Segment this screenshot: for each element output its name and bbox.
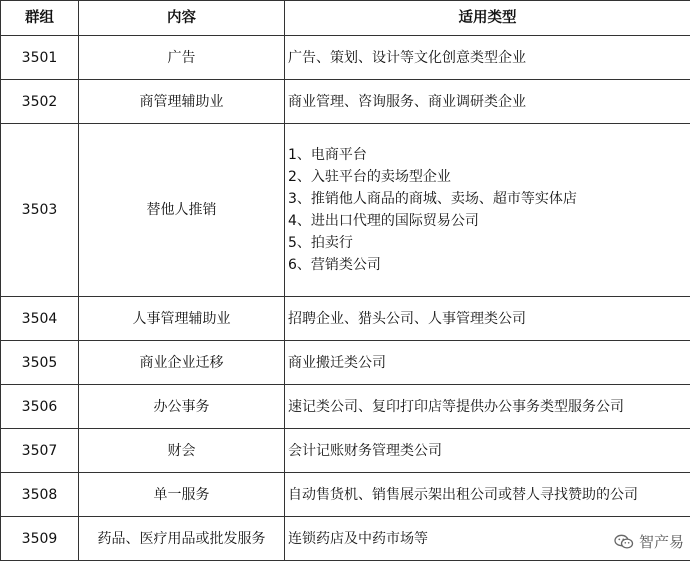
types-cell: 速记类公司、复印打印店等提供办公事务类型服务公司 bbox=[285, 385, 690, 429]
header-types: 适用类型 bbox=[285, 1, 690, 36]
types-cell: 连锁药店及中药市场等 bbox=[285, 517, 690, 561]
group-cell: 3507 bbox=[1, 429, 79, 473]
group-cell: 3508 bbox=[1, 473, 79, 517]
group-cell: 3502 bbox=[1, 80, 79, 124]
types-cell: 商业搬迁类公司 bbox=[285, 341, 690, 385]
types-list-item: 5、拍卖行 bbox=[288, 235, 353, 251]
wechat-logo-icon bbox=[614, 534, 634, 550]
content-cell: 商管理辅助业 bbox=[79, 80, 285, 124]
header-row bbox=[1, 1, 690, 36]
types-list-item: 1、电商平台 bbox=[288, 147, 367, 163]
types-cell: 商业管理、咨询服务、商业调研类企业 bbox=[285, 80, 690, 124]
group-cell: 3504 bbox=[1, 297, 79, 341]
group-cell: 3503 bbox=[1, 124, 79, 297]
types-list-item: 4、进出口代理的国际贸易公司 bbox=[288, 213, 479, 229]
watermark-text: 智产易 bbox=[638, 533, 684, 551]
content-cell: 办公事务 bbox=[79, 385, 285, 429]
content-cell: 药品、医疗用品或批发服务 bbox=[79, 517, 285, 561]
content-cell: 商业企业迁移 bbox=[79, 341, 285, 385]
table-row bbox=[1, 429, 690, 473]
content-cell: 财会 bbox=[79, 429, 285, 473]
types-cell: 广告、策划、设计等文化创意类型企业 bbox=[285, 36, 690, 80]
header-group: 群组 bbox=[1, 1, 79, 36]
group-cell: 3509 bbox=[1, 517, 79, 561]
content-cell: 人事管理辅助业 bbox=[79, 297, 285, 341]
table-row bbox=[1, 473, 690, 517]
table-row bbox=[1, 341, 690, 385]
types-cell: 会计记账财务管理类公司 bbox=[285, 429, 690, 473]
types-list-item: 2、入驻平台的卖场型企业 bbox=[288, 169, 451, 185]
group-cell: 3506 bbox=[1, 385, 79, 429]
types-list-item: 3、推销他人商品的商城、卖场、超市等实体店 bbox=[288, 191, 577, 207]
table-row bbox=[1, 80, 690, 124]
types-list-cell bbox=[285, 124, 690, 297]
content-cell: 替他人推销 bbox=[79, 124, 285, 297]
table-row bbox=[1, 124, 690, 297]
group-cell: 3505 bbox=[1, 341, 79, 385]
types-cell: 自动售货机、销售展示架出租公司或替人寻找赞助的公司 bbox=[285, 473, 690, 517]
table-row bbox=[1, 385, 690, 429]
table-row bbox=[1, 36, 690, 80]
group-cell: 3501 bbox=[1, 36, 79, 80]
types-list-item: 6、营销类公司 bbox=[288, 257, 381, 273]
watermark bbox=[612, 531, 686, 552]
table-row bbox=[1, 517, 690, 561]
content-cell: 广告 bbox=[79, 36, 285, 80]
types-cell: 招聘企业、猎头公司、人事管理类公司 bbox=[285, 297, 690, 341]
header-content: 内容 bbox=[79, 1, 285, 36]
table-row bbox=[1, 297, 690, 341]
content-cell: 单一服务 bbox=[79, 473, 285, 517]
